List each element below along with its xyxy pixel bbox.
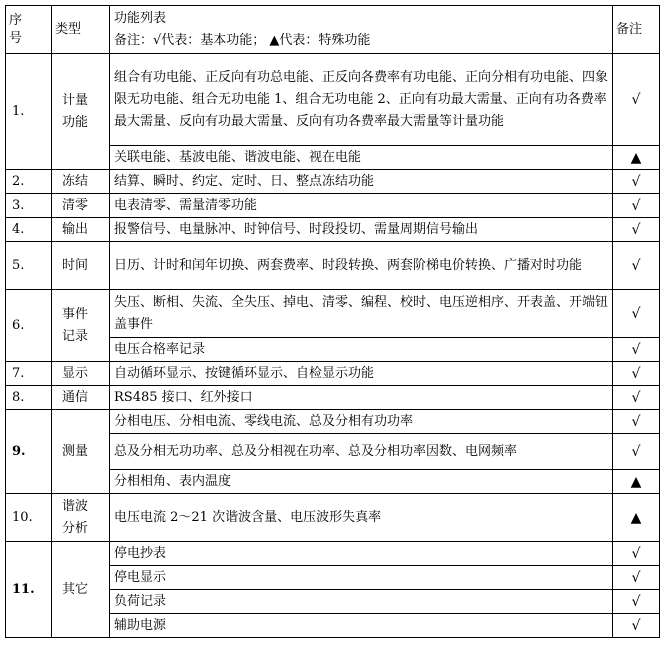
func-item: 总及分相无功功率、总及分相视在功率、总及分相功率因数、电网频率 (110, 434, 613, 470)
table-row (6, 242, 660, 290)
func-item: 分相电压、分相电流、零线电流、总及分相有功功率 (110, 410, 613, 434)
row-type: 事件记录 (52, 290, 110, 362)
row-type: 显示 (52, 362, 110, 386)
basic-mark: √ (613, 194, 660, 218)
special-mark: ▲ (613, 146, 660, 170)
row-num: 11. (6, 542, 52, 638)
row-type: 测量 (52, 410, 110, 494)
basic-mark: √ (613, 218, 660, 242)
func-item: 停电抄表 (110, 542, 613, 566)
table-row (6, 362, 660, 386)
header-func (110, 6, 613, 54)
special-mark: ▲ (613, 494, 660, 542)
basic-mark: √ (613, 242, 660, 290)
row-num: 2. (6, 170, 52, 194)
row-type: 冻结 (52, 170, 110, 194)
table-row (6, 170, 660, 194)
row-num: 1. (6, 54, 52, 170)
row-num: 10. (6, 494, 52, 542)
header-type: 类型 (52, 6, 110, 54)
table-row (6, 194, 660, 218)
header-func-note: 备注：√代表：基本功能； ▲代表：特殊功能 (114, 32, 371, 48)
row-num: 7. (6, 362, 52, 386)
basic-mark: √ (613, 54, 660, 146)
row-type: 其它 (52, 542, 110, 638)
header-func-title: 功能列表 (114, 10, 167, 26)
row-type: 通信 (52, 386, 110, 410)
special-mark: ▲ (613, 470, 660, 494)
func-item: 电压合格率记录 (110, 338, 613, 362)
func-item: 负荷记录 (110, 590, 613, 614)
row-num: 3. (6, 194, 52, 218)
basic-mark: √ (613, 566, 660, 590)
table-row (6, 290, 660, 338)
row-num: 4. (6, 218, 52, 242)
header-row (6, 6, 660, 54)
func-item: 自动循环显示、按键循环显示、自检显示功能 (110, 362, 613, 386)
row-num: 8. (6, 386, 52, 410)
func-item: 辅助电源 (110, 614, 613, 638)
row-num: 5. (6, 242, 52, 290)
table-row (6, 386, 660, 410)
row-type: 谐波分析 (52, 494, 110, 542)
table-row (6, 410, 660, 434)
basic-mark: √ (613, 590, 660, 614)
basic-mark: √ (613, 614, 660, 638)
basic-mark: √ (613, 410, 660, 434)
table-row (6, 542, 660, 566)
basic-mark: √ (613, 362, 660, 386)
row-type: 清零 (52, 194, 110, 218)
basic-mark: √ (613, 338, 660, 362)
function-table (5, 5, 660, 638)
func-item: 电表清零、需量清零功能 (110, 194, 613, 218)
header-seq: 序号 (6, 6, 52, 54)
func-item: RS485 接口、红外接口 (110, 386, 613, 410)
row-type: 输出 (52, 218, 110, 242)
basic-mark: √ (613, 386, 660, 410)
basic-mark: √ (613, 542, 660, 566)
row-num: 9. (6, 410, 52, 494)
table-row (6, 54, 660, 146)
row-type: 计量功能 (52, 54, 110, 170)
row-type: 时间 (52, 242, 110, 290)
basic-mark: √ (613, 170, 660, 194)
func-item: 组合有功电能、正反向有功总电能、正反向各费率有功电能、正向分相有功电能、四象限无功电能、组合无功电能 1、组合无功电能 2、正向有功最大需量、正向有功各费率最大需量、反向有功最大需量、反向有功各费率最大需量等计量功能 (110, 54, 613, 146)
func-item: 失压、断相、失流、全失压、掉电、清零、编程、校时、电压逆相序、开表盖、开端钮盖事件 (110, 290, 613, 338)
func-item: 分相相角、表内温度 (110, 470, 613, 494)
header-remark: 备注 (613, 6, 660, 54)
table-row (6, 218, 660, 242)
func-item: 报警信号、电量脉冲、时钟信号、时段投切、需量周期信号输出 (110, 218, 613, 242)
row-num: 6. (6, 290, 52, 362)
basic-mark: √ (613, 434, 660, 470)
func-item: 日历、计时和闰年切换、两套费率、时段转换、两套阶梯电价转换、广播对时功能 (110, 242, 613, 290)
func-item: 关联电能、基波电能、谐波电能、视在电能 (110, 146, 613, 170)
func-item: 电压电流 2～21 次谐波含量、电压波形失真率 (110, 494, 613, 542)
func-item: 停电显示 (110, 566, 613, 590)
table-row (6, 494, 660, 542)
func-item: 结算、瞬时、约定、定时、日、整点冻结功能 (110, 170, 613, 194)
basic-mark: √ (613, 290, 660, 338)
